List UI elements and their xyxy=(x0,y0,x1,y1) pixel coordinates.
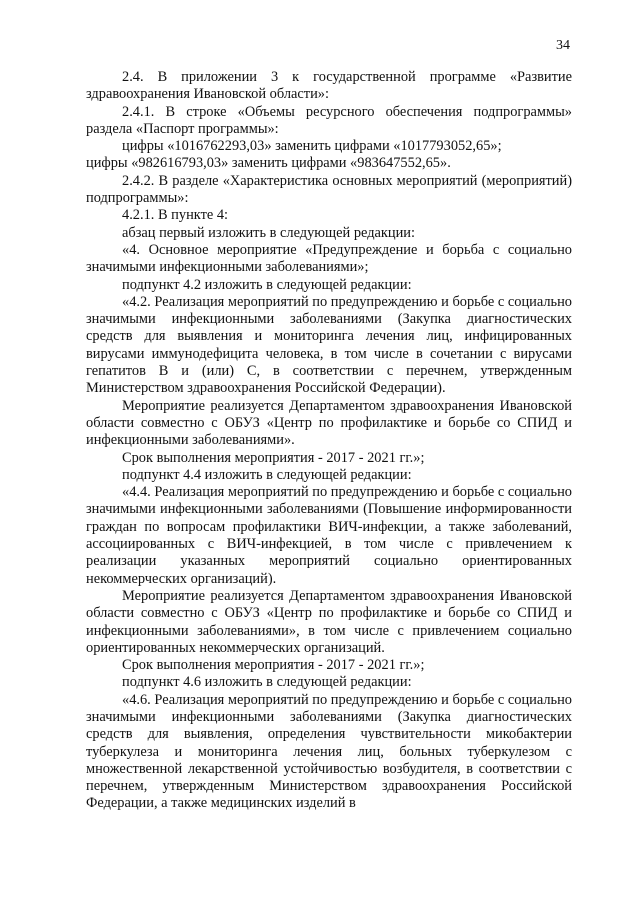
paragraph-figures-1: цифры «1016762293,03» заменить цифрами «1017793052,65»; xyxy=(122,138,502,155)
paragraph-measure-4: «4. Основное мероприятие «Предупреждение и борьба с социально значимыми инфекционными заболеваниями»; xyxy=(86,241,572,276)
paragraph-sub-4-2-intro: подпункт 4.2 изложить в следующей редакции: xyxy=(122,276,412,293)
paragraph-2-4-1: 2.4.1. В строке «Объемы ресурсного обеспечения подпрограммы» раздела «Паспорт программы»: xyxy=(86,103,572,137)
paragraph-sub-4-4: «4.4. Реализация мероприятий по предупреждению и борьбе с социально значимыми инфекционными заболеваниями (Повышение информированности граждан по вопросам профилактики ВИЧ-инфекции, а также заболеваний, ассоциированных с ВИЧ-инфекцией, в том числе с привлечением к реализации указанных мероприятий социально ориентированных некоммерческих организаций). xyxy=(86,484,572,587)
paragraph-figures-2: цифры «982616793,03» заменить цифрами «983647552,65». xyxy=(86,155,451,172)
paragraph-term-4-2: Срок выполнения мероприятия - 2017 - 2021 гг.»; xyxy=(122,449,425,466)
paragraph-abzac: абзац первый изложить в следующей редакции: xyxy=(122,224,416,241)
paragraph-sub-4-6-intro: подпункт 4.6 изложить в следующей редакции: xyxy=(122,674,412,691)
paragraph-implementer-4-4: Мероприятие реализуется Департаментом здравоохранения Ивановской области совместно с ОБУЗ «Центр по профилактике и борьбе со СПИД и инфекционными заболеваниями», в том числе с привлечением социально ориентированных некоммерческих организаций. xyxy=(86,587,572,656)
document-body xyxy=(86,69,572,813)
page-number: 34 xyxy=(556,38,570,53)
paragraph-4-2-1: 4.2.1. В пункте 4: xyxy=(122,207,229,224)
paragraph-2-4-2: 2.4.2. В разделе «Характеристика основных мероприятий (мероприятий) подпрограммы»: xyxy=(86,172,572,207)
paragraph-sub-4-2: «4.2. Реализация мероприятий по предупреждению и борьбе с социально значимыми инфекционными заболеваниями (Закупка диагностических средств для выявления и мониторинга лечения лиц, инфицированных вирусами иммунодефицита человека, в том числе в сочетании с вирусами гепатитов В и (или) С, в соответствии с перечнем, утвержденным Министерством здравоохранения Российской Федерации). xyxy=(86,293,572,397)
paragraph-2-4: 2.4. В приложении 3 к государственной программе «Развитие здравоохранения Ивановской области»: xyxy=(86,69,572,103)
paragraph-sub-4-4-intro: подпункт 4.4 изложить в следующей редакции: xyxy=(122,466,412,483)
paragraph-implementer-4-2: Мероприятие реализуется Департаментом здравоохранения Ивановской области совместно с ОБУЗ «Центр по профилактике и борьбе со СПИД и инфекционными заболеваниями». xyxy=(86,397,572,449)
paragraph-term-4-4: Срок выполнения мероприятия - 2017 - 2021 гг.»; xyxy=(122,657,425,674)
paragraph-sub-4-6: «4.6. Реализация мероприятий по предупреждению и борьбе с социально значимыми инфекционными заболеваниями (Закупка диагностических средств для выявления, определения чувствительности микобактерии туберкулеза и мониторинга лечения лиц, больных туберкулезом с множественной лекарственной устойчивостью возбудителя, в соответствии с перечнем, утвержденным Министерством здравоохранения Российской Федерации, а также медицинских изделий в xyxy=(86,691,572,812)
